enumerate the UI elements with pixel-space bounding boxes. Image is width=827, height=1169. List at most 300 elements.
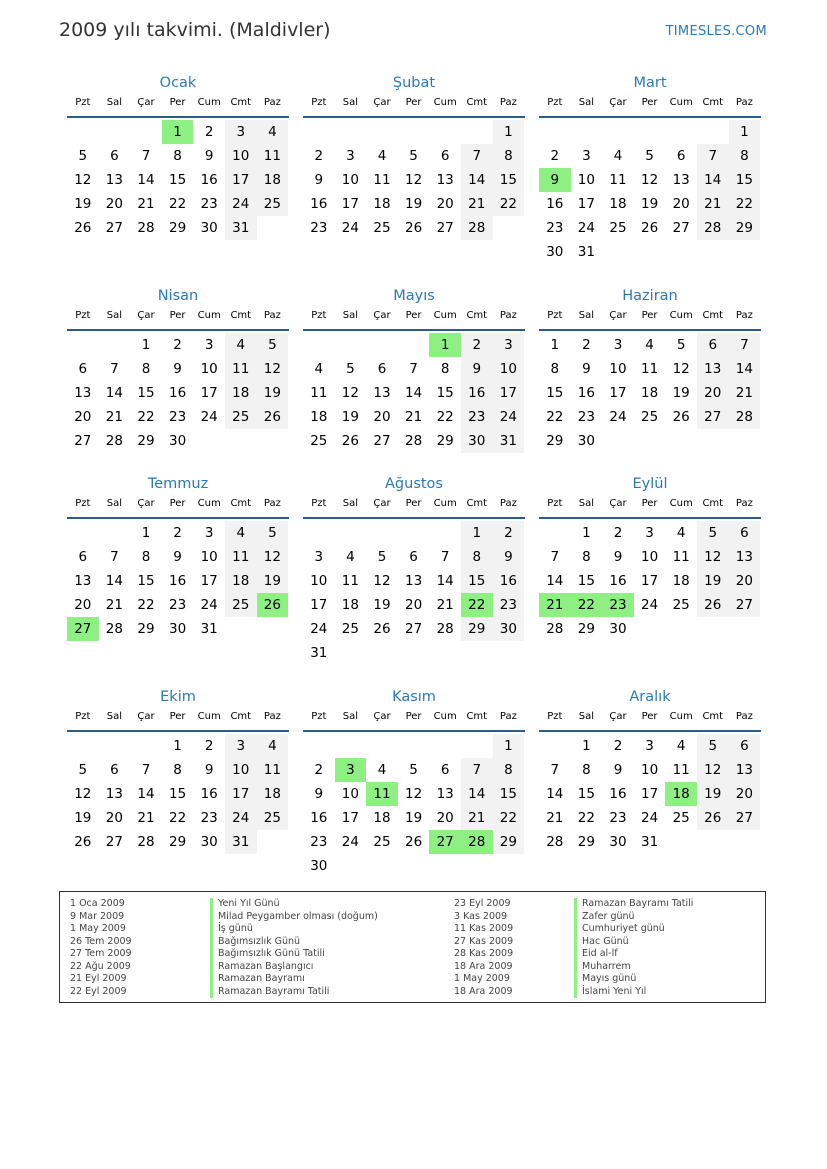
day-cell: 26 <box>672 409 690 425</box>
day-cell: 14 <box>404 385 423 401</box>
holiday-day-cell: 1 <box>162 120 194 144</box>
day-cell: 17 <box>640 786 659 802</box>
day-cell: 24 <box>493 405 525 429</box>
weekday-label: Cmt <box>702 97 724 108</box>
day-cell: 17 <box>609 385 627 401</box>
day-cell: 11 <box>257 144 289 168</box>
day-cell: 16 <box>609 786 627 802</box>
day-cell: 23 <box>546 220 564 236</box>
day-cell: 5 <box>78 762 88 778</box>
holiday-day-cell: 18 <box>665 782 697 806</box>
empty-cell <box>429 521 461 545</box>
day-cell: 7 <box>440 549 450 565</box>
day-cell: 31 <box>493 429 525 453</box>
weekday-label: Sal <box>578 711 595 722</box>
empty-cell <box>429 734 461 758</box>
weekday-label: Sal <box>342 711 359 722</box>
day-cell: 4 <box>225 333 257 357</box>
day-cell: 2 <box>461 333 493 357</box>
day-cell: 1 <box>493 734 525 758</box>
day-cell: 18 <box>257 782 289 806</box>
day-cell: 22 <box>577 810 595 826</box>
day-cell: 30 <box>609 834 627 850</box>
weekday-label: Çar <box>137 498 155 509</box>
day-cell: 27 <box>729 806 761 830</box>
legend-date: 28 Kas 2009 <box>454 948 514 959</box>
day-cell: 9 <box>582 361 591 377</box>
empty-cell <box>130 734 162 758</box>
day-cell: 18 <box>341 597 359 613</box>
month-8 <box>303 474 525 665</box>
weekday-label: Paz <box>735 498 753 509</box>
day-cell: 8 <box>173 762 182 778</box>
day-cell: 1 <box>582 738 591 754</box>
day-cell: 29 <box>168 220 187 236</box>
day-cell: 11 <box>341 573 359 589</box>
weekday-label: Per <box>641 97 658 108</box>
weekday-label: Cmt <box>466 498 488 509</box>
day-cell: 29 <box>137 621 155 637</box>
day-cell: 14 <box>697 168 729 192</box>
legend-holiday-name: Ramazan Bayramı Tatili <box>210 986 378 999</box>
day-cell: 7 <box>697 144 729 168</box>
weekday-label: Çar <box>609 97 627 108</box>
day-cell: 26 <box>74 834 92 850</box>
month-name: Ekim <box>160 689 196 705</box>
day-cell: 8 <box>493 144 525 168</box>
day-cell: 21 <box>137 810 155 826</box>
day-cell: 2 <box>493 521 525 545</box>
day-cell: 20 <box>373 409 391 425</box>
weekday-label: Çar <box>373 310 391 321</box>
day-cell: 12 <box>697 758 729 782</box>
day-cell: 14 <box>436 573 454 589</box>
day-cell: 28 <box>105 433 123 449</box>
legend-holiday-name: Ramazan Bayramı Tatili <box>574 898 693 911</box>
day-cell: 3 <box>225 734 257 758</box>
weekday-label: Çar <box>609 310 627 321</box>
day-cell: 3 <box>314 549 324 565</box>
day-cell: 27 <box>672 220 690 236</box>
legend-holiday-name: Yeni Yıl Günü <box>210 898 378 911</box>
day-cell: 3 <box>204 337 214 353</box>
day-cell: 10 <box>493 357 525 381</box>
legend-holiday-name: Cumhuriyet günü <box>574 923 693 936</box>
day-grid <box>67 120 289 240</box>
day-cell: 14 <box>105 573 123 589</box>
day-cell: 25 <box>257 806 289 830</box>
day-grid <box>539 521 761 641</box>
day-cell: 18 <box>225 569 257 593</box>
day-cell: 29 <box>493 830 525 854</box>
day-cell: 6 <box>409 549 418 565</box>
legend-holiday-name: Zafer günü <box>574 911 693 924</box>
weekday-label: Pzt <box>75 711 91 722</box>
day-cell: 16 <box>200 786 218 802</box>
weekday-label: Per <box>405 498 422 509</box>
day-cell: 29 <box>577 834 595 850</box>
month-name: Mayıs <box>393 288 435 304</box>
day-cell: 20 <box>74 597 92 613</box>
day-cell: 23 <box>200 196 218 212</box>
month-2 <box>303 73 525 240</box>
day-cell: 22 <box>168 810 187 826</box>
day-cell: 5 <box>645 148 654 164</box>
day-cell: 16 <box>493 569 525 593</box>
day-cell: 5 <box>676 337 686 353</box>
weekday-label: Cmt <box>230 97 252 108</box>
day-cell: 23 <box>168 409 187 425</box>
legend-holiday-name: Milad Peygamber olması (doğum) <box>210 911 378 924</box>
legend-date: 1 May 2009 <box>454 973 510 984</box>
day-cell: 12 <box>640 172 659 188</box>
day-cell: 4 <box>676 738 686 754</box>
weekday-label: Cum <box>433 711 457 722</box>
day-cell: 21 <box>404 409 423 425</box>
day-cell: 7 <box>110 361 119 377</box>
day-cell: 2 <box>314 148 324 164</box>
weekday-header <box>539 497 761 519</box>
day-cell: 21 <box>105 409 123 425</box>
day-cell: 29 <box>436 433 454 449</box>
day-cell: 20 <box>672 196 690 212</box>
day-cell: 18 <box>310 409 328 425</box>
day-cell: 13 <box>74 573 92 589</box>
day-cell: 3 <box>225 120 257 144</box>
day-cell: 28 <box>546 621 564 637</box>
day-cell: 15 <box>137 573 155 589</box>
month-7 <box>67 474 289 641</box>
legend-holiday-name: Eid al-lf <box>574 948 693 961</box>
day-cell: 25 <box>609 220 627 236</box>
day-cell: 2 <box>204 738 214 754</box>
day-cell: 12 <box>257 357 289 381</box>
day-cell: 4 <box>676 525 686 541</box>
day-cell: 23 <box>461 405 493 429</box>
day-cell: 2 <box>173 525 182 541</box>
day-cell: 26 <box>404 834 423 850</box>
weekday-label: Cum <box>433 310 457 321</box>
weekday-label: Cum <box>433 97 457 108</box>
day-cell: 15 <box>493 782 525 806</box>
day-cell: 27 <box>404 621 423 637</box>
day-cell: 4 <box>314 361 324 377</box>
day-cell: 26 <box>640 220 659 236</box>
weekday-header <box>303 497 525 519</box>
empty-cell <box>539 734 571 758</box>
day-cell: 22 <box>137 409 155 425</box>
month-name: Aralık <box>629 689 671 705</box>
weekday-label: Çar <box>373 711 391 722</box>
day-cell: 26 <box>404 220 423 236</box>
day-cell: 17 <box>200 573 218 589</box>
day-cell: 28 <box>137 220 155 236</box>
weekday-label: Paz <box>263 310 281 321</box>
empty-cell <box>398 120 430 144</box>
day-cell: 17 <box>341 196 359 212</box>
day-grid <box>303 333 525 453</box>
day-cell: 23 <box>200 810 218 826</box>
day-cell: 21 <box>729 381 761 405</box>
day-cell: 30 <box>493 617 525 641</box>
day-cell: 30 <box>461 429 493 453</box>
day-cell: 14 <box>729 357 761 381</box>
day-cell: 21 <box>697 192 729 216</box>
day-grid <box>67 521 289 641</box>
day-cell: 27 <box>373 433 391 449</box>
day-cell: 6 <box>110 148 119 164</box>
holiday-day-cell: 27 <box>67 617 99 641</box>
day-cell: 29 <box>137 433 155 449</box>
day-cell: 18 <box>640 385 659 401</box>
day-cell: 12 <box>697 545 729 569</box>
day-cell: 19 <box>373 597 391 613</box>
day-cell: 24 <box>577 220 595 236</box>
day-cell: 23 <box>168 597 187 613</box>
weekday-label: Cum <box>669 498 693 509</box>
day-cell: 12 <box>74 172 92 188</box>
legend-date: 26 Tem 2009 <box>70 935 132 947</box>
day-cell: 24 <box>200 409 218 425</box>
weekday-header <box>303 309 525 331</box>
weekday-label: Pzt <box>75 498 91 509</box>
day-cell: 25 <box>373 834 391 850</box>
day-cell: 26 <box>257 405 289 429</box>
legend-dates-col-1 <box>70 898 132 998</box>
day-cell: 6 <box>78 361 88 377</box>
empty-cell <box>398 734 430 758</box>
day-cell: 6 <box>729 734 761 758</box>
empty-cell <box>539 120 571 144</box>
empty-cell <box>303 333 335 357</box>
empty-cell <box>634 120 666 144</box>
day-cell: 26 <box>697 806 729 830</box>
day-cell: 4 <box>645 337 654 353</box>
day-cell: 12 <box>257 545 289 569</box>
weekday-label: Pzt <box>311 97 327 108</box>
legend-date: 18 Ara 2009 <box>454 985 513 997</box>
empty-cell <box>697 120 729 144</box>
empty-cell <box>602 120 634 144</box>
day-grid <box>67 333 289 453</box>
month-name: Temmuz <box>147 476 209 492</box>
weekday-label: Cmt <box>702 711 724 722</box>
day-cell: 3 <box>645 525 654 541</box>
day-cell: 17 <box>640 573 659 589</box>
weekday-label: Paz <box>499 711 517 722</box>
day-cell: 20 <box>729 782 761 806</box>
day-cell: 14 <box>137 786 155 802</box>
day-cell: 3 <box>493 333 525 357</box>
day-cell: 6 <box>377 361 387 377</box>
day-cell: 18 <box>672 573 690 589</box>
day-cell: 10 <box>200 549 218 565</box>
day-cell: 24 <box>640 597 659 613</box>
legend-holiday-name: Bağımsızlık Günü <box>210 936 378 949</box>
day-cell: 24 <box>225 806 257 830</box>
legend-holiday-name: İslami Yeni Yıl <box>574 986 693 999</box>
weekday-label: Cum <box>669 310 693 321</box>
day-cell: 3 <box>645 738 654 754</box>
month-9 <box>539 474 761 641</box>
day-cell: 5 <box>697 734 729 758</box>
weekday-label: Per <box>405 97 422 108</box>
day-cell: 18 <box>257 168 289 192</box>
day-cell: 8 <box>141 549 151 565</box>
weekday-label: Çar <box>137 711 155 722</box>
day-cell: 20 <box>729 569 761 593</box>
weekday-label: Cum <box>669 97 693 108</box>
weekday-label: Cmt <box>466 711 488 722</box>
weekday-label: Sal <box>342 97 359 108</box>
day-cell: 15 <box>729 168 761 192</box>
legend-holiday-name: Mayıs günü <box>574 973 693 986</box>
weekday-label: Sal <box>578 310 595 321</box>
weekday-header <box>303 96 525 118</box>
month-name: Eylül <box>632 476 668 492</box>
day-cell: 15 <box>546 385 564 401</box>
day-cell: 27 <box>105 220 123 236</box>
weekday-label: Per <box>169 97 186 108</box>
brand-logo-link[interactable]: TIMESLES.COM <box>665 24 767 39</box>
day-cell: 14 <box>137 172 155 188</box>
weekday-label: Sal <box>578 97 595 108</box>
month-4 <box>67 286 289 453</box>
weekday-label: Cmt <box>702 498 724 509</box>
weekday-label: Paz <box>499 97 517 108</box>
day-cell: 11 <box>640 361 659 377</box>
day-cell: 11 <box>672 549 690 565</box>
day-cell: 14 <box>546 573 564 589</box>
day-grid <box>539 120 761 264</box>
weekday-label: Cum <box>197 310 221 321</box>
day-cell: 18 <box>225 381 257 405</box>
day-cell: 13 <box>373 385 391 401</box>
day-cell: 13 <box>105 786 123 802</box>
day-grid <box>539 734 761 854</box>
day-cell: 9 <box>314 172 324 188</box>
empty-cell <box>67 734 99 758</box>
weekday-label: Cum <box>197 711 221 722</box>
month-name: Ocak <box>159 75 197 91</box>
weekday-label: Cum <box>197 498 221 509</box>
day-cell: 24 <box>640 810 659 826</box>
day-cell: 21 <box>461 192 493 216</box>
legend-date: 3 Kas 2009 <box>454 910 508 922</box>
empty-cell <box>303 120 335 144</box>
weekday-label: Pzt <box>547 711 563 722</box>
legend-date: 22 Ağu 2009 <box>70 960 131 972</box>
weekday-label: Paz <box>735 97 753 108</box>
holiday-day-cell: 3 <box>335 758 367 782</box>
day-cell: 12 <box>404 172 423 188</box>
weekday-label: Paz <box>735 711 753 722</box>
day-cell: 13 <box>672 172 690 188</box>
weekday-label: Pzt <box>547 498 563 509</box>
day-cell: 10 <box>577 172 595 188</box>
day-cell: 7 <box>409 361 418 377</box>
holiday-day-cell: 23 <box>602 593 634 617</box>
day-cell: 25 <box>225 405 257 429</box>
legend-date: 22 Eyl 2009 <box>70 985 127 997</box>
holiday-day-cell: 21 <box>539 593 571 617</box>
month-name: Nisan <box>157 288 199 304</box>
day-cell: 30 <box>168 621 187 637</box>
day-cell: 27 <box>697 405 729 429</box>
day-cell: 1 <box>141 337 151 353</box>
day-cell: 26 <box>341 433 359 449</box>
month-6 <box>539 286 761 453</box>
weekday-label: Sal <box>106 97 123 108</box>
day-cell: 29 <box>461 617 493 641</box>
day-cell: 8 <box>440 361 450 377</box>
weekday-label: Cum <box>433 498 457 509</box>
day-cell: 11 <box>257 758 289 782</box>
weekday-header <box>67 96 289 118</box>
day-cell: 26 <box>74 220 92 236</box>
day-cell: 6 <box>676 148 686 164</box>
weekday-label: Çar <box>137 310 155 321</box>
empty-cell <box>366 333 398 357</box>
holiday-day-cell: 11 <box>366 782 398 806</box>
day-cell: 8 <box>461 545 493 569</box>
weekday-label: Per <box>405 310 422 321</box>
day-cell: 4 <box>377 762 387 778</box>
day-cell: 17 <box>493 381 525 405</box>
empty-cell <box>429 120 461 144</box>
empty-cell <box>99 120 131 144</box>
day-cell: 21 <box>105 597 123 613</box>
day-cell: 6 <box>110 762 119 778</box>
day-cell: 16 <box>168 573 187 589</box>
month-name: Mart <box>633 75 667 91</box>
day-cell: 24 <box>609 409 627 425</box>
day-cell: 13 <box>436 786 454 802</box>
day-cell: 16 <box>310 196 328 212</box>
day-cell: 5 <box>377 549 387 565</box>
day-cell: 16 <box>609 573 627 589</box>
day-cell: 30 <box>310 858 328 874</box>
weekday-label: Sal <box>342 498 359 509</box>
day-cell: 25 <box>310 433 328 449</box>
day-cell: 22 <box>168 196 187 212</box>
day-cell: 7 <box>110 549 119 565</box>
month-name: Şubat <box>392 75 436 91</box>
day-cell: 21 <box>546 810 564 826</box>
empty-cell <box>67 120 99 144</box>
day-cell: 6 <box>78 549 88 565</box>
day-cell: 10 <box>341 786 359 802</box>
weekday-label: Cmt <box>702 310 724 321</box>
day-cell: 20 <box>74 409 92 425</box>
day-cell: 4 <box>257 734 289 758</box>
day-cell: 11 <box>225 357 257 381</box>
day-cell: 15 <box>577 786 595 802</box>
day-cell: 15 <box>168 172 187 188</box>
day-cell: 23 <box>493 593 525 617</box>
day-cell: 7 <box>550 762 560 778</box>
day-cell: 19 <box>257 569 289 593</box>
day-cell: 10 <box>341 172 359 188</box>
weekday-label: Paz <box>263 498 281 509</box>
day-cell: 28 <box>546 834 564 850</box>
day-cell: 9 <box>204 148 214 164</box>
empty-cell <box>461 734 493 758</box>
day-cell: 22 <box>493 806 525 830</box>
day-cell: 10 <box>225 758 257 782</box>
day-cell: 10 <box>200 361 218 377</box>
weekday-label: Pzt <box>547 97 563 108</box>
